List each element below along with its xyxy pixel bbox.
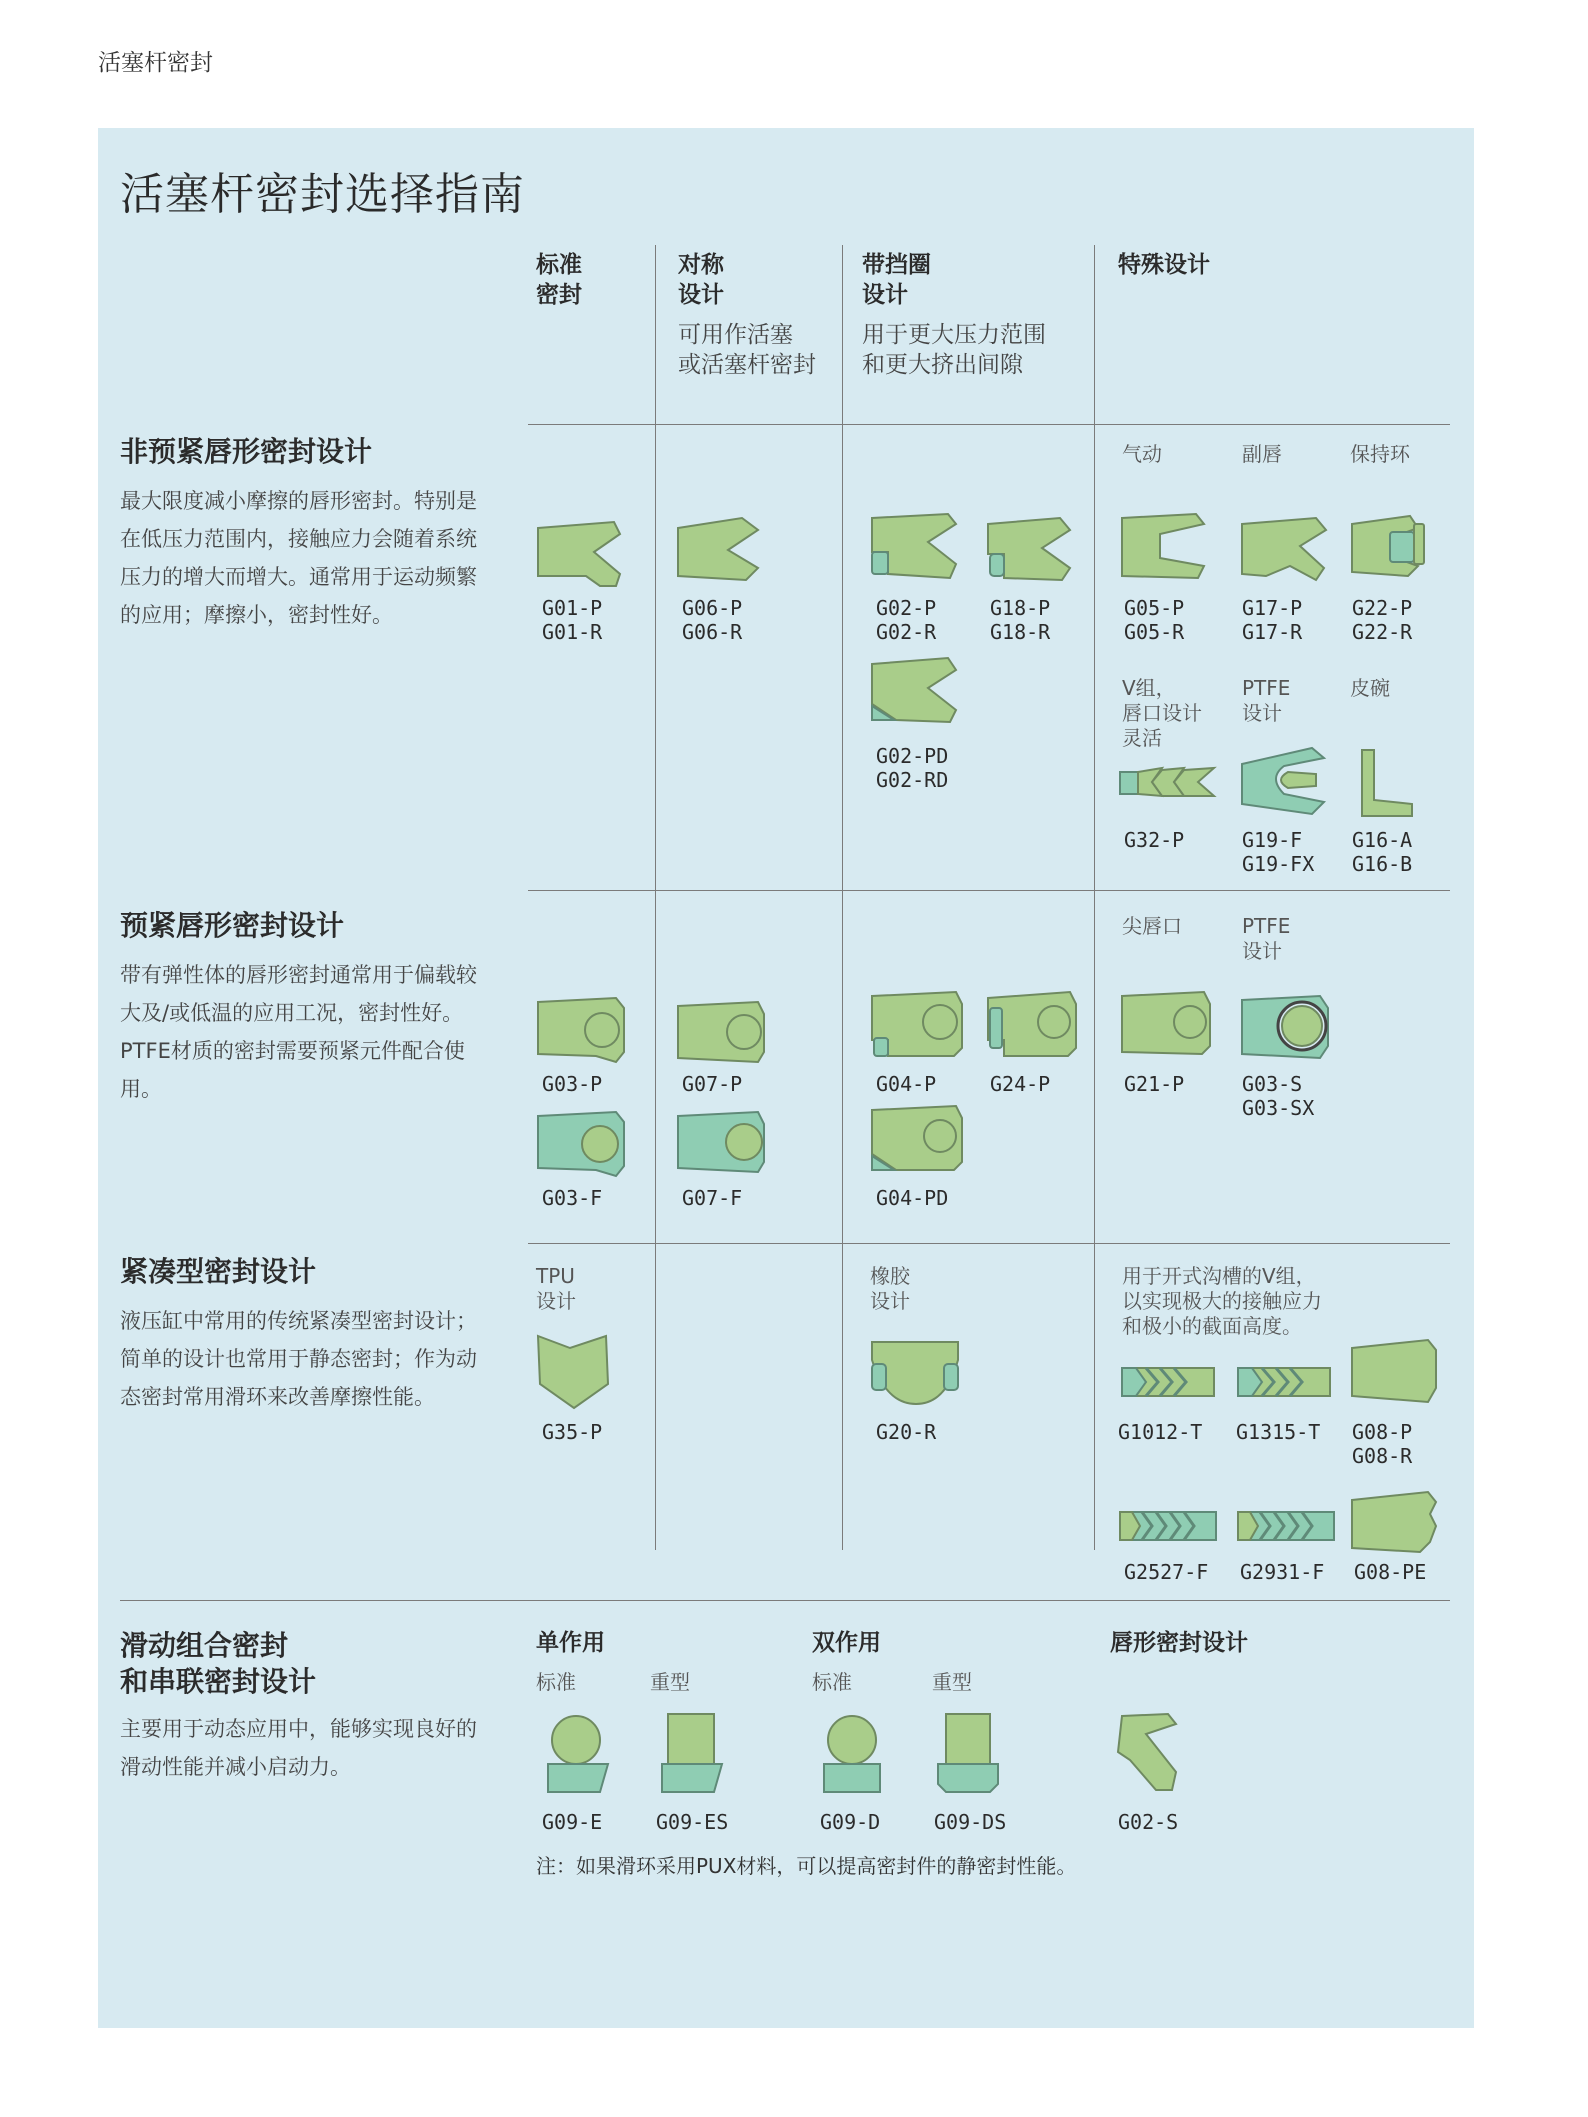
code-g03-f: G03-F [542,1186,603,1210]
grid-vline-1 [655,245,656,1550]
g09-d-shape-icon [820,1712,886,1802]
code-g02-pd: G02-PD G02-RD [876,744,949,792]
code-g02-s: G02-S [1118,1810,1179,1834]
code-g17: G17-P G17-R [1242,596,1303,644]
section-3-desc: 液压缸中常用的传统紧凑型密封设计；简单的设计也常用于静态密封；作为动态密封常用滑环来改善摩擦性能。 [120,1309,477,1409]
code-g08-pe: G08-PE [1354,1560,1427,1584]
label-standard-1: 标准 [536,1670,576,1694]
label-lip-design: 唇形密封设计 [1110,1630,1248,1656]
code-g19: G19-F G19-FX [1242,828,1315,876]
col-backup-head: 带挡圈 设计 [862,252,931,308]
g09-e-shape-icon [546,1712,612,1802]
label-heavy-1: 重型 [650,1670,690,1694]
label-pneumatic: 气动 [1122,442,1162,466]
g16-shape-icon [1360,748,1420,818]
label-cup: 皮碗 [1350,676,1390,700]
g02-pd-shape-icon [870,656,962,728]
code-g24-p: G24-P [990,1072,1051,1096]
g05-shape-icon [1120,512,1210,586]
g02-s-shape-icon [1116,1712,1182,1796]
col-symmetric-head: 对称 设计 [678,252,724,308]
section-4-desc: 主要用于动态应用中，能够实现良好的滑动性能并减小启动力。 [120,1717,477,1779]
guide-title: 活塞杆密封选择指南 [120,169,525,220]
label-open-groove: 用于开式沟槽的V组， 以实现极大的接触应力 和极小的截面高度。 [1122,1264,1322,1338]
g09-ds-shape-icon [936,1712,1002,1802]
g08-shape-icon [1350,1338,1440,1406]
label-sharp-lip: 尖唇口 [1122,914,1182,938]
grid-vline-3 [1094,245,1095,1550]
section-2-title: 预紧唇形密封设计 [120,909,345,942]
grid-vline-2 [842,245,843,1550]
g17-shape-icon [1240,516,1330,586]
grid-hline-3 [528,1243,1450,1244]
code-g03-s: G03-S G03-SX [1242,1072,1315,1120]
g02-shape-icon [870,512,962,584]
g22-shape-icon [1350,514,1440,584]
g18-shape-icon [986,516,1078,586]
section-1-desc: 最大限度减小摩擦的唇形密封。特别是在低压力范围内，接触应力会随着系统压力的增大而增大。通常用于运动频繁的应用；摩擦小，密封性好。 [120,489,477,627]
code-g18: G18-P G18-R [990,596,1051,644]
label-standard-2: 标准 [812,1670,852,1694]
g04-pd-shape-icon [870,1104,966,1178]
grid-hline-1 [528,424,1450,425]
g32-shape-icon [1118,766,1218,800]
label-double-acting: 双作用 [812,1630,881,1656]
code-g07-f: G07-F [682,1186,743,1210]
section-3-title: 紧凑型密封设计 [120,1255,317,1288]
g24-p-shape-icon [986,990,1080,1064]
code-g32: G32-P [1124,828,1185,852]
col-backup-sub: 用于更大压力范围 和更大挤出间隙 [862,322,1046,378]
label-ptfe-2: PTFE 设计 [1242,914,1291,963]
g2931-shape-icon [1236,1508,1336,1544]
footnote: 注：如果滑环采用PUX材料，可以提高密封件的静密封性能。 [536,1854,1077,1878]
g2527-shape-icon [1118,1508,1218,1544]
code-g22: G22-P G22-R [1352,596,1413,644]
g35-p-shape-icon [536,1334,612,1410]
g1012-shape-icon [1120,1364,1216,1400]
label-heavy-2: 重型 [932,1670,972,1694]
code-g2931: G2931-F [1240,1560,1325,1584]
code-g04-p: G04-P [876,1072,937,1096]
g07-p-shape-icon [676,1000,768,1066]
label-tpu: TPU 设计 [536,1264,576,1313]
code-g01: G01-P G01-R [542,596,603,644]
g21-p-shape-icon [1120,990,1214,1060]
code-g03-p: G03-P [542,1072,603,1096]
grid-hline-4 [120,1600,1450,1601]
label-rubber: 橡胶 设计 [870,1264,910,1313]
grid-hline-2 [528,890,1450,891]
code-g02: G02-P G02-R [876,596,937,644]
g03-f-shape-icon [536,1110,628,1180]
code-g09-e: G09-E [542,1810,603,1834]
code-g05: G05-P G05-R [1124,596,1185,644]
section-1-title: 非预紧唇形密封设计 [120,435,373,468]
col-special-head: 特殊设计 [1118,252,1210,278]
g19-shape-icon [1240,746,1330,820]
g1315-shape-icon [1236,1364,1332,1400]
code-g2527: G2527-F [1124,1560,1209,1584]
col-standard-head: 标准 密封 [536,252,582,308]
code-g20-r: G20-R [876,1420,937,1444]
g09-es-shape-icon [660,1712,726,1802]
code-g35-p: G35-P [542,1420,603,1444]
code-g1012: G1012-T [1118,1420,1203,1444]
code-g09-d: G09-D [820,1810,881,1834]
code-g08: G08-P G08-R [1352,1420,1413,1468]
g08-pe-shape-icon [1350,1490,1440,1556]
code-g04-pd: G04-PD [876,1186,949,1210]
g20-r-shape-icon [870,1340,962,1408]
g04-p-shape-icon [870,990,966,1064]
code-g21-p: G21-P [1124,1072,1185,1096]
g03-s-shape-icon [1240,994,1334,1064]
section-2-desc: 带有弹性体的唇形密封通常用于偏载较大及/或低温的应用工况，密封性好。PTFE材质的密封需要预紧元件配合使用。 [120,963,477,1101]
code-g09-es: G09-ES [656,1810,729,1834]
label-ptfe-1: PTFE 设计 [1242,676,1291,725]
section-4-title: 滑动组合密封 和串联密封设计 [120,1629,317,1698]
label-vset: V组， 唇口设计 灵活 [1122,676,1202,750]
g07-f-shape-icon [676,1110,768,1176]
code-g06: G06-P G06-R [682,596,743,644]
g06-shape-icon [676,516,766,586]
page-header: 活塞杆密封 [98,50,213,76]
code-g09-ds: G09-DS [934,1810,1007,1834]
code-g07-p: G07-P [682,1072,743,1096]
label-secondary-lip: 副唇 [1242,442,1282,466]
label-single-acting: 单作用 [536,1630,605,1656]
code-g16: G16-A G16-B [1352,828,1413,876]
col-symmetric-sub: 可用作活塞 或活塞杆密封 [678,322,816,378]
g03-p-shape-icon [536,996,628,1066]
g01-shape-icon [536,520,626,590]
code-g1315: G1315-T [1236,1420,1321,1444]
label-retaining-ring: 保持环 [1350,442,1410,466]
